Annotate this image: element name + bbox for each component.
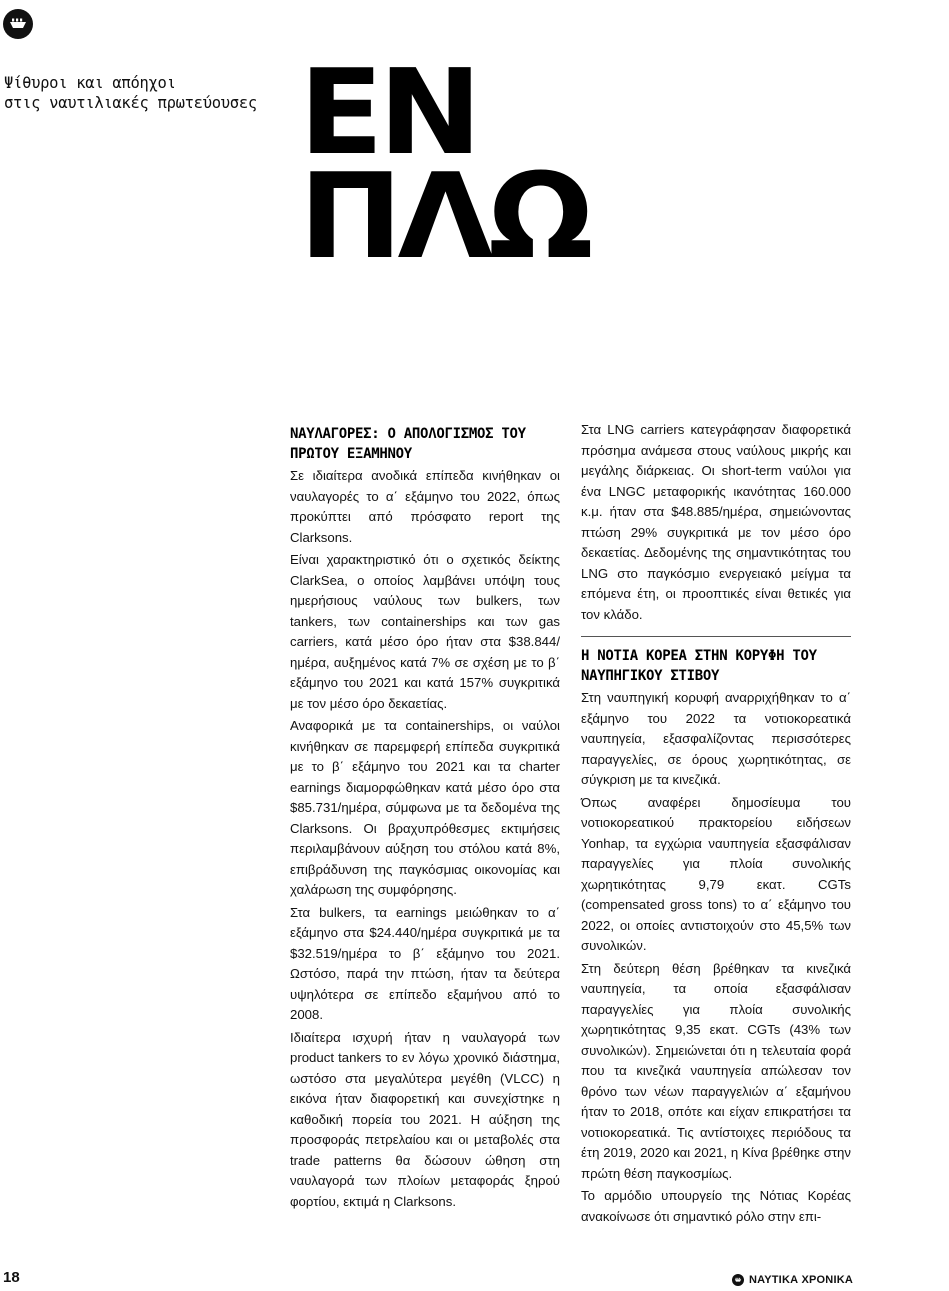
paragraph: Είναι χαρακτηριστικό ότι ο σχετικός δείκτης ClarkSea, ο οποίος λαμβάνει υπόψη τους ημερήσιους ναύλους των bulkers, των tankers, των containerships και των gas carriers, κατά μέσο όρο ήταν στα $38.844/ ημέρα, αυξημένος κατά 7% σε σχέση με το β΄ εξάμηνο του 2021 και κατά 157% συγκριτικά με τον μέσο όρο δεκαετίας. [290, 552, 560, 711]
ship-hull-icon [3, 9, 33, 39]
article-column-2 [581, 420, 851, 1229]
publication-name: ΝΑΥΤΙΚΑ ΧΡΟΝΙΚΑ [748, 1274, 853, 1286]
section-kicker: Ψίθυροι και απόηχοι στις ναυτιλιακές πρωτεύουσες [4, 74, 257, 112]
paragraph: Στα bulkers, τα earnings μειώθηκαν το α΄ εξάμηνο στα $24.440/ημέρα συγκριτικά με τα $32.519/ημέρα το β΄ εξάμηνο του 2021. Ωστόσο, παρά την πτώση, ήταν τα δεύτερα υψηλότερα σε επίπεδο εξαμήνου από το 2008. [290, 904, 560, 1022]
page-number: 18 [3, 1269, 20, 1286]
paragraph: Το αρμόδιο υπουργείο της Νότιας Κορέας ανακοίνωσε ότι σημαντικό ρόλο στην επι- [581, 1188, 851, 1224]
publication-brand [732, 1272, 853, 1288]
section-divider [581, 636, 851, 637]
section-title-line-2: ΠΛΩ [299, 147, 589, 285]
paragraph: Ιδιαίτερα ισχυρή ήταν η ναυλαγορά των product tankers το εν λόγω χρονικό διάστημα, ωστόσο στα μεγαλύτερα μεγέθη (VLCC) η εικόνα ήταν διαφορετική και συνεχίστηκε η καθοδική πορεία του 2021. Η αύξηση της προσφοράς πετρελαίου και οι μεταβολές στα trade patterns θα δώσουν ώθηση στη ναυλαγορά των πλοίων μεταφοράς ξηρού φορτίου, εκτιμά η Clarksons. [290, 1029, 560, 1209]
paragraph: Όπως αναφέρει δημοσίευμα του νοτιοκορεατικού πρακτορείου ειδήσεων Yonhap, τα εγχώρια ναυπηγεία εξασφάλισαν παραγγελίες για πλοία συνολικής χωρητικότητας 9,79 εκατ. CGTs (compensated gross tons) το α΄ εξάμηνο του 2022, οι οποίες αντιστοιχούν στο 45,5% των συνολικών. [581, 794, 851, 953]
section-title [299, 43, 599, 285]
paragraph: Αναφορικά με τα containerships, οι ναύλοι κινήθηκαν σε παρεμφερή επίπεδα συγκριτικά με το β΄ εξάμηνο του 2021 και τα charter earnings διαμορφώθηκαν κατά μέσο όρο στα $85.731/ημέρα, σύμφωνα με τα δεδομένα της Clarksons. Οι βραχυπρόθεσμες εκτιμήσεις περιλαμβάνουν αύξηση του στόλου κατά 8%, επιβράδυνση της παγκόσμιας οικονομίας και χαλάρωση της συμφόρησης. [290, 718, 560, 897]
paragraph: Στη ναυπηγική κορυφή αναρριχήθηκαν το α΄ εξάμηνο του 2022 τα νοτιοκορεατικά ναυπηγεία, εξασφαλίζοντας περισσότερες παραγγελίες, σε όρους χωρητικότητας, σε σύγκριση με τα κινεζικά. [581, 690, 851, 787]
paragraph: Στα LNG carriers κατεγράφησαν διαφορετικά πρόσημα ανάμεσα στους ναύλους μικρής και μεγάλης διάρκειας. Οι short-term ναύλοι για ένα LNGC μεταφορικής ικανότητας 160.000 κ.μ. ήταν στα $48.885/ημέρα, σημειώνοντας πτώση 29% συγκριτικά με τον μέσο όρο δεκαετίας. Δεδομένης της σημαντικότητας του LNG στο παγκόσμιο ενεργειακό μείγμα τα επόμενα έτη, οι προοπτικές είναι θετικές για τον κλάδο. [581, 422, 851, 622]
article-column-1 [290, 420, 560, 1214]
paragraph: Στη δεύτερη θέση βρέθηκαν τα κινεζικά ναυπηγεία, τα οποία εξασφάλισαν παραγγελίες για πλοία συνολικής χωρητικότητας 9,35 εκατ. CGTs (43% των συνολικών). Σημειώνεται ότι η τελευταία φορά που τα κινεζικά ναυπηγεία απώλεσαν τον θρόνο των νέων παραγγελιών α΄ εξαμήνου ήταν το 2018, οπότε και είχαν επικρατήσει τα νοτιοκορεατικά. Τις αντίστοιχες περιόδους τα έτη 2019, 2020 και 2021, η Κίνα βρέθηκε στην πρώτη θέση παγκοσμίως. [581, 960, 851, 1181]
paragraph: Σε ιδιαίτερα ανοδικά επίπεδα κινήθηκαν οι ναυλαγορές το α΄ εξάμηνο του 2022, όπως προκύπτει από πρόσφατο report της Clarksons. [290, 468, 560, 545]
ship-hull-icon [732, 1274, 744, 1286]
article-heading-freight-markets: ΝΑΥΛΑΓΟΡΕΣ: Ο ΑΠΟΛΟΓΙΣΜΟΣ ΤΟΥ ΠΡΩΤΟΥ ΕΞΑΜΗΝΟΥ [290, 426, 526, 462]
section-title-line-1: ΕΝ [299, 43, 477, 181]
article-heading-shipbuilding: Η ΝΟΤΙΑ ΚΟΡΕΑ ΣΤΗΝ ΚΟΡΥΦΗ ΤΟΥ ΝΑΥΠΗΓΙΚΟΥ ΣΤΙΒΟΥ [581, 648, 817, 684]
